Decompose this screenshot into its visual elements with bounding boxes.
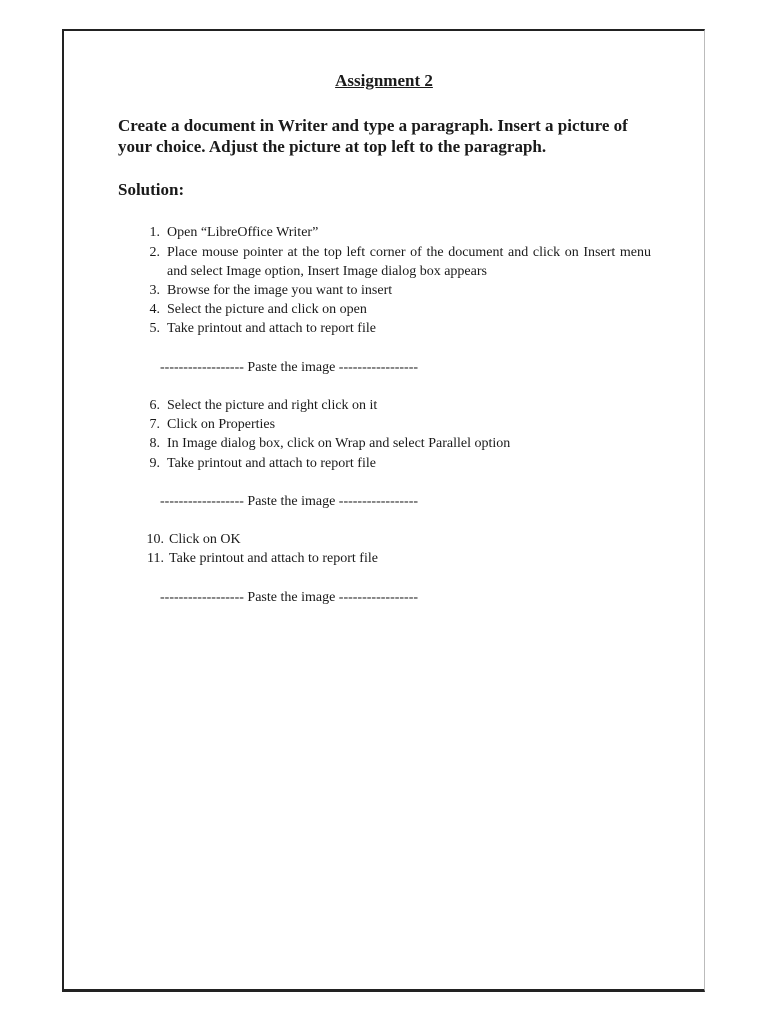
step-text: Click on Properties [167, 417, 276, 432]
list-item [135, 454, 651, 473]
step-number: 10. [146, 532, 164, 547]
step-text: Click on OK [169, 532, 241, 547]
step-number: 6. [149, 398, 160, 413]
paste-image-placeholder: ------------------ Paste the image ----------------- [160, 360, 419, 375]
list-item [135, 223, 651, 242]
list-item [135, 396, 651, 415]
step-text: Select the picture and click on open [167, 302, 367, 317]
solution-heading: Solution: [118, 180, 185, 199]
step-number: 9. [149, 456, 160, 471]
step-text: Take printout and attach to report file [169, 551, 378, 566]
step-text: Take printout and attach to report file [167, 321, 376, 336]
list-item [135, 549, 651, 568]
list-item [135, 434, 651, 453]
list-item [135, 415, 651, 434]
assignment-question: Create a document in Writer and type a paragraph. Insert a picture of your choice. Adjust the picture at top left to the paragraph. [118, 116, 628, 156]
step-number: 8. [149, 436, 160, 451]
step-text: Select the picture and right click on it [167, 398, 378, 413]
step-text: Browse for the image you want to insert [167, 283, 393, 298]
paste-image-placeholder: ------------------ Paste the image ----------------- [160, 494, 419, 509]
step-number: 3. [149, 283, 160, 298]
assignment-title: Assignment 2 [335, 71, 433, 90]
list-item [135, 243, 651, 281]
step-text: In Image dialog box, click on Wrap and select Parallel option [167, 436, 511, 451]
list-item [135, 319, 651, 338]
list-item [135, 530, 651, 549]
step-text: Open “LibreOffice Writer” [167, 225, 319, 240]
step-text: Take printout and attach to report file [167, 456, 376, 471]
step-number: 2. [149, 245, 160, 260]
list-item [135, 281, 651, 300]
step-number: 4. [149, 302, 160, 317]
step-number: 7. [149, 417, 160, 432]
list-item [135, 300, 651, 319]
paste-image-placeholder: ------------------ Paste the image ----------------- [160, 590, 419, 605]
step-number: 5. [149, 321, 160, 336]
step-text: Place mouse pointer at the top left corner of the document and click on Insert menu and select Image option, Insert Image dialog box appears [167, 245, 651, 279]
step-number: 1. [149, 225, 160, 240]
step-number: 11. [147, 551, 164, 566]
